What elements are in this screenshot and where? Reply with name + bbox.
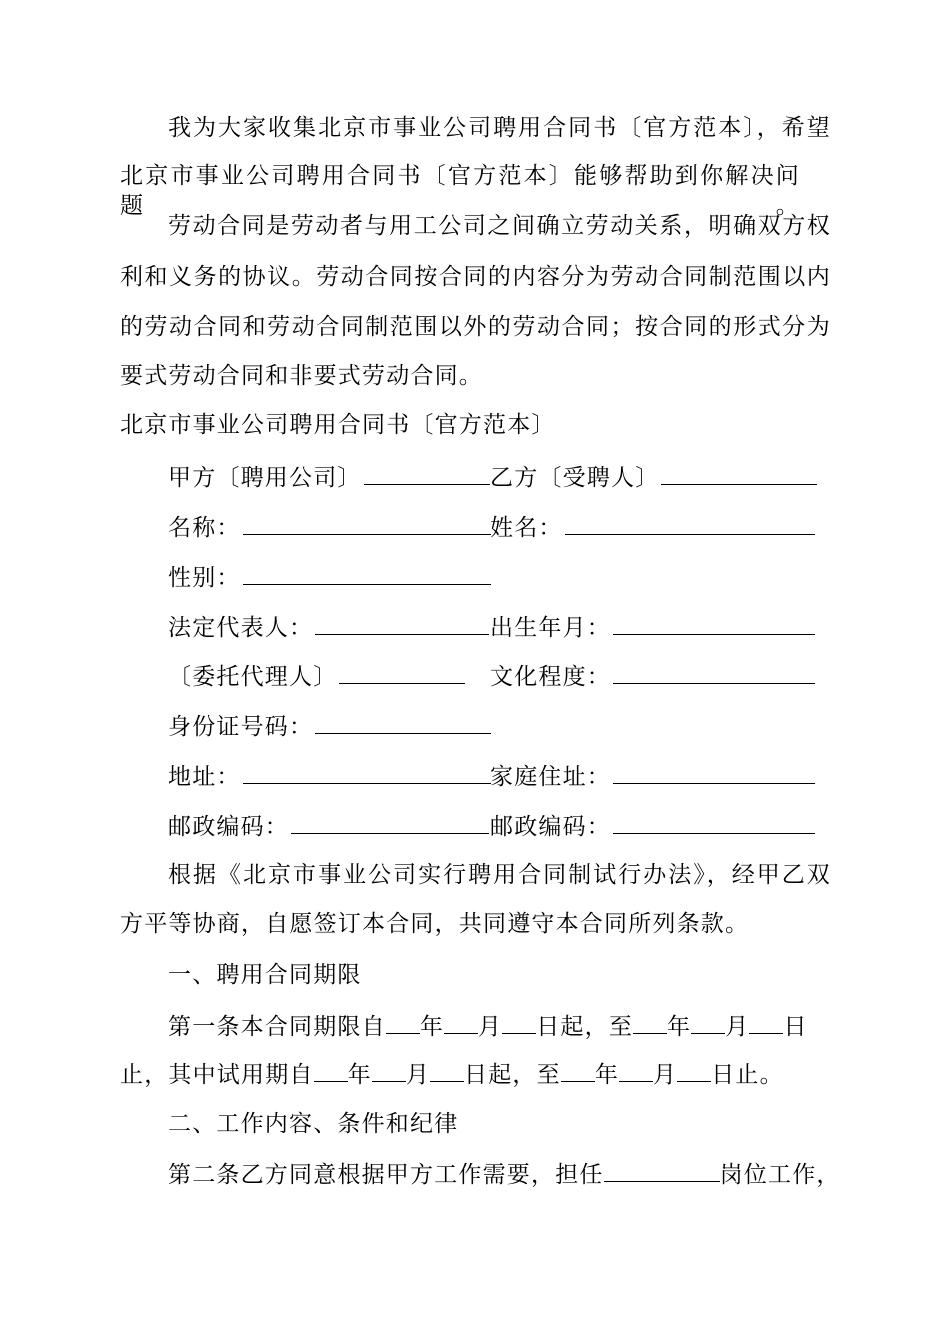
month-label: 月	[405, 1062, 431, 1088]
day-from-label: 日起，至	[464, 1062, 561, 1088]
name-a-field	[168, 512, 491, 543]
basis-line-2: 方平等协商，自愿签订本合同，共同遵守本合同所列条款。	[120, 911, 750, 937]
document-title: 北京市事业公司聘用合同书〔官方范本〕	[120, 412, 556, 438]
article-2-text: 第二条乙方同意根据甲方工作需要，担任	[168, 1162, 604, 1188]
intro-paragraph-1-line-2: 北京市事业公司聘用合同书〔官方范本〕能够帮助到你解决问题。	[120, 163, 800, 219]
home-address-label: 家庭住址：	[490, 764, 611, 790]
month-label: 月	[725, 1014, 750, 1040]
start-year-blank[interactable]	[386, 1011, 420, 1034]
home-address-field	[490, 761, 815, 792]
year-label: 年	[419, 1014, 445, 1040]
section-2-heading: 二、工作内容、条件和纪律	[168, 1111, 459, 1137]
education-blank[interactable]	[613, 661, 815, 684]
position-blank[interactable]	[604, 1159, 720, 1182]
education-field	[490, 661, 815, 692]
party-a-label: 甲方〔聘用公司〕	[168, 465, 362, 491]
start-day-blank[interactable]	[502, 1011, 536, 1034]
article-1-line-1	[168, 1011, 808, 1042]
postcode-a-blank[interactable]	[291, 811, 489, 834]
year-label: 年	[347, 1062, 372, 1088]
gender-field	[168, 562, 491, 593]
postcode-a-field	[168, 811, 489, 842]
postcode-b-field	[490, 811, 815, 842]
probation-start-day-blank[interactable]	[430, 1059, 464, 1082]
article-1-text: 第一条本合同期限自	[168, 1014, 386, 1040]
probation-end-day-blank[interactable]	[677, 1059, 711, 1082]
id-number-field	[168, 711, 491, 742]
year-label: 年	[594, 1062, 620, 1088]
id-number-blank[interactable]	[315, 711, 491, 734]
probation-start-month-blank[interactable]	[372, 1059, 406, 1082]
name-b-label: 姓名：	[490, 515, 563, 541]
legal-rep-label: 法定代表人：	[168, 615, 314, 641]
birth-field	[490, 612, 815, 643]
party-a-blank[interactable]	[364, 462, 490, 485]
probation-end-year-blank[interactable]	[561, 1059, 595, 1082]
intro-paragraph-2-line-1: 劳动合同是劳动者与用工公司之间确立劳动关系，明确双方权	[168, 213, 831, 239]
birth-blank[interactable]	[613, 612, 815, 635]
legal-rep-field	[168, 612, 489, 643]
year-label: 年	[667, 1014, 692, 1040]
agent-label: 〔委托代理人〕	[168, 664, 338, 690]
postcode-b-blank[interactable]	[613, 811, 815, 834]
day-label: 日	[783, 1014, 808, 1040]
address-blank[interactable]	[243, 761, 491, 784]
id-number-label: 身份证号码：	[168, 714, 314, 740]
address-field	[168, 761, 491, 792]
gender-label: 性别：	[168, 565, 241, 591]
end-day-blank[interactable]	[749, 1011, 783, 1034]
basis-line-1: 根据《北京市事业公司实行聘用合同制试行办法》，经甲乙双	[168, 862, 831, 888]
article-2-suffix: 岗位工作，	[719, 1162, 841, 1188]
agent-field	[168, 661, 465, 692]
name-a-label: 名称：	[168, 515, 241, 541]
postcode-b-label: 邮政编码：	[490, 814, 611, 840]
article-1-line-2	[120, 1059, 784, 1090]
name-b-blank[interactable]	[565, 512, 815, 535]
gender-blank[interactable]	[243, 562, 491, 585]
education-label: 文化程度：	[490, 664, 611, 690]
day-stop-label: 日止。	[711, 1062, 784, 1088]
postcode-a-label: 邮政编码：	[168, 814, 289, 840]
agent-blank[interactable]	[339, 661, 465, 684]
day-from-label: 日起，至	[536, 1014, 634, 1040]
probation-text: 止，其中试用期自	[120, 1062, 314, 1088]
name-b-field	[490, 512, 815, 543]
intro-paragraph-1-line-1: 我为大家收集北京市事业公司聘用合同书〔官方范本〕，希望	[168, 115, 831, 141]
section-1-heading: 一、聘用合同期限	[168, 962, 362, 988]
intro-paragraph-2-line-3: 的劳动合同和劳动合同制范围以外的劳动合同；按合同的形式分为	[120, 314, 831, 340]
party-a-field	[168, 462, 490, 493]
party-b-label: 乙方〔受聘人〕	[490, 465, 660, 491]
legal-rep-blank[interactable]	[315, 612, 489, 635]
month-label: 月	[653, 1062, 678, 1088]
name-a-blank[interactable]	[243, 512, 491, 535]
month-label: 月	[478, 1014, 503, 1040]
probation-end-month-blank[interactable]	[619, 1059, 653, 1082]
end-month-blank[interactable]	[691, 1011, 725, 1034]
probation-start-year-blank[interactable]	[314, 1059, 348, 1082]
birth-label: 出生年月：	[490, 615, 611, 641]
end-year-blank[interactable]	[633, 1011, 667, 1034]
home-address-blank[interactable]	[613, 761, 815, 784]
start-month-blank[interactable]	[444, 1011, 478, 1034]
party-b-field	[490, 462, 817, 493]
intro-paragraph-2-line-4: 要式劳动合同和非要式劳动合同。	[120, 363, 483, 389]
article-2-line-1	[168, 1159, 841, 1190]
party-b-blank[interactable]	[661, 462, 817, 485]
intro-paragraph-2-line-2: 利和义务的协议。劳动合同按合同的内容分为劳动合同制范围以内	[120, 264, 831, 290]
address-label: 地址：	[168, 764, 241, 790]
